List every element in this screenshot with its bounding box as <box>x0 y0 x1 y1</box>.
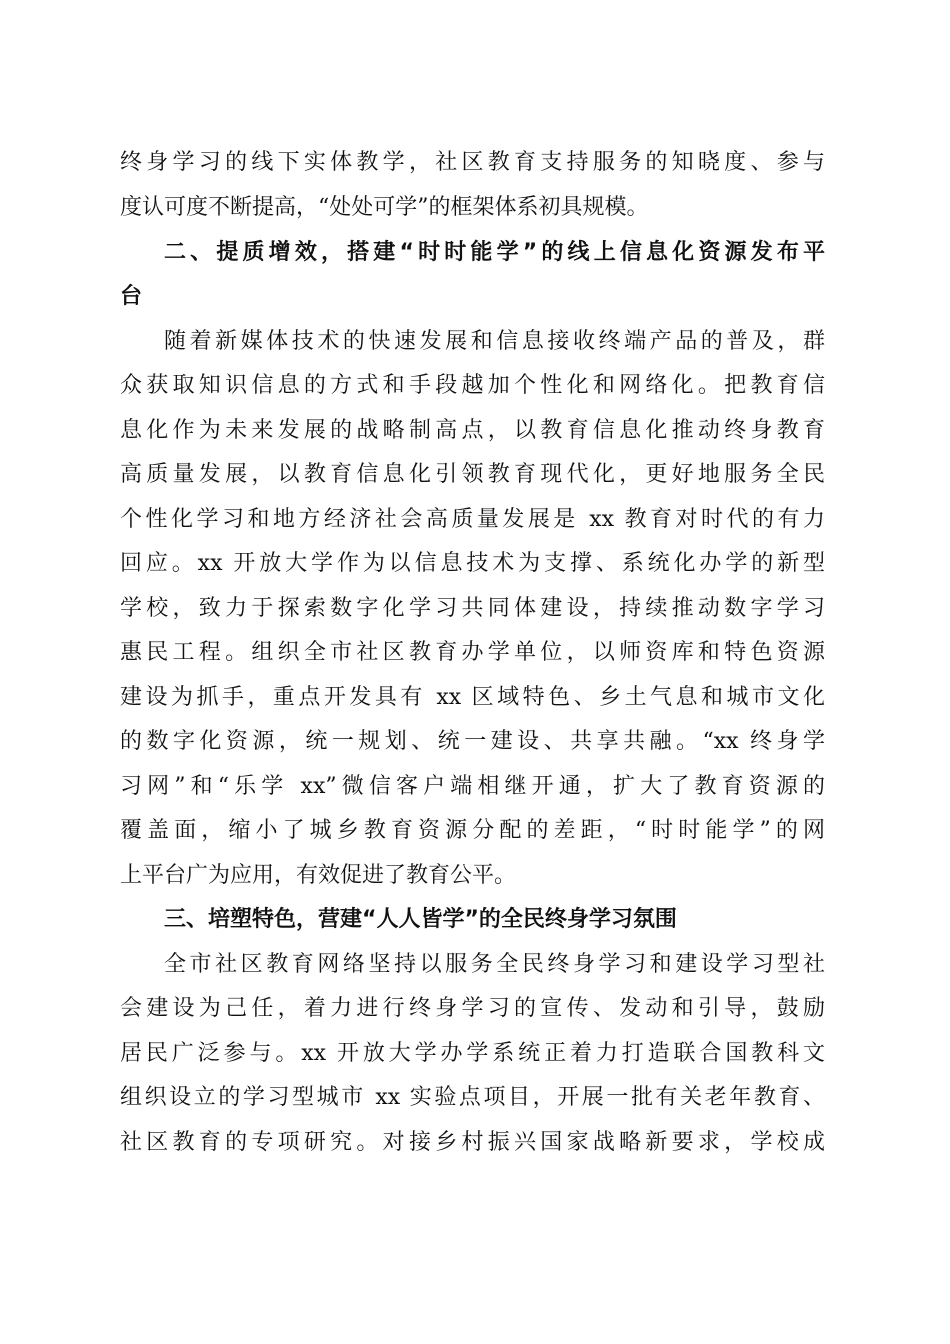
section-heading-continued: 台 <box>120 284 143 309</box>
paragraph-line: 社区教育的专项研究。对接乡村振兴国家战略新要求，学校成 <box>120 1130 825 1155</box>
paragraph-line: 建设为抓手，重点开发具有 xx 区域特色、乡土气息和城市文化 <box>120 685 825 710</box>
paragraph-line: 度认可度不断提高，“处处可学”的框架体系初具规模。 <box>120 195 649 220</box>
section-heading: 三、培塑特色，营建“人人皆学”的全民终身学习氛围 <box>164 907 677 932</box>
paragraph-line: 居民广泛参与。xx 开放大学办学系统正着力打造联合国教科文 <box>120 1041 825 1066</box>
section-heading: 二、提质增效，搭建“时时能学”的线上信息化资源发布平 <box>164 240 825 265</box>
paragraph-line: 上平台广为应用，有效促进了教育公平。 <box>120 863 517 888</box>
paragraph-line: 会建设为己任，着力进行终身学习的宣传、发动和引导，鼓励 <box>120 996 825 1021</box>
paragraph-line: 随着新媒体技术的快速发展和信息接收终端产品的普及，群 <box>164 329 825 354</box>
paragraph-line: 覆盖面，缩小了城乡教育资源分配的差距，“时时能学”的网 <box>120 818 825 843</box>
paragraph-line: 的数字化资源，统一规划、统一建设、共享共融。“xx 终身学 <box>120 729 825 754</box>
paragraph-line: 终身学习的线下实体教学，社区教育支持服务的知晓度、参与 <box>120 150 825 175</box>
paragraph-line: 个性化学习和地方经济社会高质量发展是 xx 教育对时代的有力 <box>120 507 825 532</box>
paragraph-line: 众获取知识信息的方式和手段越加个性化和网络化。把教育信 <box>120 373 825 398</box>
paragraph-line: 学校，致力于探索数字化学习共同体建设，持续推动数字学习 <box>120 596 825 621</box>
paragraph-line: 回应。xx 开放大学作为以信息技术为支撑、系统化办学的新型 <box>120 551 825 576</box>
paragraph-line: 息化作为未来发展的战略制高点，以教育信息化推动终身教育 <box>120 418 825 443</box>
paragraph-line: 组织设立的学习型城市 xx 实验点项目，开展一批有关老年教育、 <box>120 1085 825 1110</box>
paragraph-line: 高质量发展，以教育信息化引领教育现代化，更好地服务全民 <box>120 462 825 487</box>
paragraph-line: 习网”和“乐学 xx”微信客户端相继开通，扩大了教育资源的 <box>120 774 825 799</box>
paragraph-line: 惠民工程。组织全市社区教育办学单位，以师资库和特色资源 <box>120 640 825 665</box>
paragraph-line: 全市社区教育网络坚持以服务全民终身学习和建设学习型社 <box>164 952 825 977</box>
